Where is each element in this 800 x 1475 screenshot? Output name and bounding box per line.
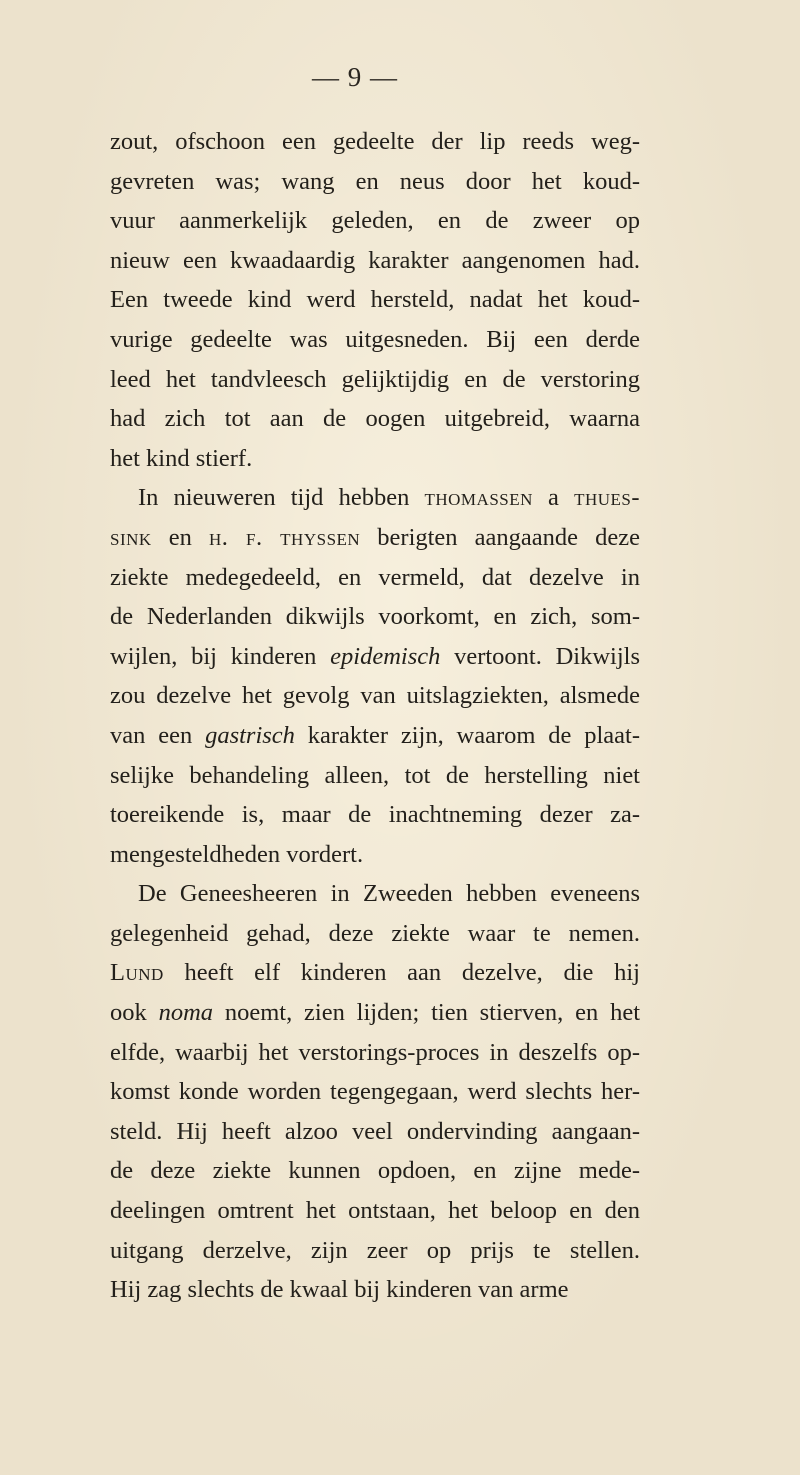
text-segment: het kind stierf.: [110, 444, 253, 472]
text-line: [110, 1112, 640, 1152]
text-line: [110, 478, 640, 518]
text-line: [110, 597, 640, 637]
text-line: [110, 320, 640, 360]
text-segment: ook: [110, 999, 159, 1027]
text-line: [110, 280, 640, 320]
text-segment: de Nederlanden dikwijls voorkomt, en zich, som-: [110, 603, 640, 631]
page-number: — 9 —: [312, 62, 398, 92]
text-line: [110, 676, 640, 716]
text-segment: vuur aanmerkelijk geleden, en de zweer op: [110, 207, 640, 235]
text-segment: vertoont. Dikwijls: [440, 642, 640, 670]
text-line: [110, 756, 640, 796]
text-line: [110, 1191, 640, 1231]
text-segment: zou dezelve het gevolg van uitslagziekten, alsmede: [110, 682, 640, 710]
text-segment: deelingen omtrent het ontstaan, het beloop en den: [110, 1197, 640, 1225]
text-line: [110, 360, 640, 400]
text-line: [110, 558, 640, 598]
text-segment: leed het tandvleesch gelijktijdig en de verstoring: [110, 365, 640, 393]
text-line: [110, 1231, 640, 1271]
text-segment: Hij zag slechts de kwaal bij kinderen van arme: [110, 1276, 569, 1304]
text-segment: De Geneesheeren in Zweeden hebben eveneens: [138, 880, 640, 908]
text-segment: steld. Hij heeft alzoo veel ondervinding aangaan-: [110, 1117, 640, 1145]
text-segment: zout, ofschoon een gedeelte der lip reeds weg-: [110, 128, 640, 155]
italic-text: gastrisch: [205, 721, 295, 749]
text-line: [110, 716, 640, 756]
text-segment: ziekte medegedeeld, en vermeld, dat dezelve in: [110, 563, 640, 591]
text-segment: toereikende is, maar de inachtneming dezer za-: [110, 801, 640, 829]
text-segment: van een: [110, 721, 206, 749]
text-line: [110, 201, 640, 241]
text-segment: selijke behandeling alleen, tot de herstelling niet: [110, 761, 640, 789]
text-line: [110, 1151, 640, 1191]
text-segment: nieuw een kwaadaardig karakter aangenomen had.: [110, 246, 640, 274]
text-segment: komst konde worden tegengegaan, werd slechts her-: [110, 1078, 640, 1106]
text-line: [110, 1072, 640, 1112]
italic-text: epidemisch: [330, 642, 441, 670]
text-segment: de deze ziekte kunnen opdoen, en zijne mede-: [110, 1157, 640, 1185]
text-segment: heeft elf kinderen aan dezelve, die hij: [163, 959, 640, 987]
text-line: [110, 835, 640, 875]
text-segment: mengesteldheden vordert.: [110, 840, 364, 868]
text-segment: gevreten was; wang en neus door het koud-: [110, 167, 640, 195]
text-line: [110, 637, 640, 677]
text-segment: In nieuweren tijd hebben: [138, 484, 425, 512]
text-segment: gelegenheid gehad, deze ziekte waar te nemen.: [110, 919, 640, 947]
text-segment: had zich tot aan de oogen uitgebreid, waarna: [110, 405, 640, 433]
text-line: [110, 241, 640, 281]
text-segment: karakter zijn, waarom de plaat-: [294, 721, 641, 749]
text-line: [110, 399, 640, 439]
text-line: [110, 518, 640, 558]
text-segment: elfde, waarbij het verstorings-proces in deszelfs op-: [110, 1038, 640, 1066]
text-line: [110, 914, 640, 954]
small-caps-name: thues-: [574, 484, 641, 512]
small-caps-name: h. f. thyssen: [209, 523, 361, 551]
text-line: [110, 439, 640, 479]
text-segment: berigten aangaande deze: [360, 523, 640, 551]
text-segment: en: [151, 523, 209, 551]
text-line: [110, 795, 640, 835]
text-segment: Een tweede kind werd hersteld, nadat het koud-: [110, 286, 640, 314]
text-line: [110, 953, 640, 993]
text-line: [110, 162, 640, 202]
italic-text: noma: [158, 999, 214, 1027]
small-caps-name: sink: [110, 523, 152, 551]
text-line: [110, 993, 640, 1033]
text-segment: uitgang derzelve, zijn zeer op prijs te stellen.: [110, 1236, 640, 1264]
text-line: [110, 1270, 640, 1310]
text-line: [110, 122, 640, 162]
text-segment: noemt, zien lijden; tien stierven, en het: [213, 999, 641, 1027]
small-caps-name: Lund: [110, 959, 164, 987]
small-caps-name: thomassen: [424, 484, 533, 512]
text-line: [110, 874, 640, 914]
body-text: [110, 122, 640, 1310]
text-segment: wijlen, bij kinderen: [110, 642, 331, 670]
text-line: [110, 1033, 640, 1073]
text-segment: vurige gedeelte was uitgesneden. Bij een derde: [110, 325, 640, 353]
text-segment: a: [532, 484, 575, 512]
